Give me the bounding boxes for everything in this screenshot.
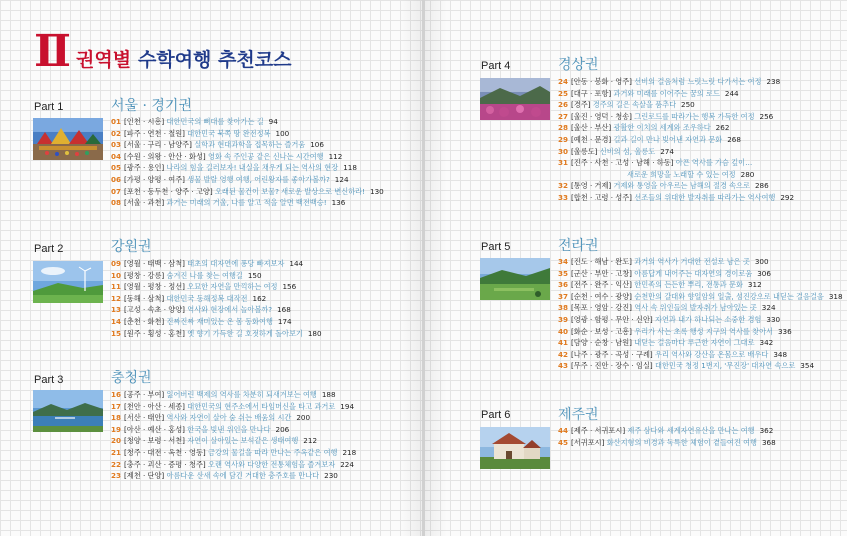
course-item[interactable]: 44 [제주 · 서귀포시] 제주 삼다와 세계자연유산을 만나는 여행 362 xyxy=(558,426,774,435)
region-title: 전라권 xyxy=(558,238,599,254)
region-title: 충청권 xyxy=(111,370,152,386)
course-item[interactable]: 31 [진주 · 사천 · 고성 · 남해 · 하동] 아픈 역사를 가슴 깊이… xyxy=(558,158,753,168)
course-item[interactable]: 22 [충주 · 괴산 · 증평 · 청주] 오랜 역사와 다양한 전통체험을 즐겨보자 224 xyxy=(111,459,354,469)
course-item[interactable]: 07 [포천 · 동두천 · 양주 · 고양] 오래된 물건이 보물? 새로운 발상으로 변신하라! 130 xyxy=(111,186,384,196)
course-item[interactable]: 12 [동해 · 삼척] 대한민국 동해정복 대작전 162 xyxy=(111,293,267,303)
chapter-numeral: Ⅱ xyxy=(34,26,69,77)
chapter-title-blue: 수학여행 추천코스 xyxy=(138,49,292,71)
gutter-shadow-right xyxy=(425,0,447,536)
course-item[interactable]: 06 [가평 · 양평 · 여주] 생물 발랄 영행 여행, 어린왕자를 좋아가볼까? 124 xyxy=(111,174,349,184)
course-item[interactable]: 02 [파주 · 연천 · 철원] 대한민국 북쪽 땅 완전정복 100 xyxy=(111,128,290,138)
course-item[interactable]: 18 [서산 · 태안] 역사와 자연이 살아 숨 쉬는 배움의 시간 200 xyxy=(111,413,311,423)
course-item[interactable]: 40 [화순 · 보성 · 고흥] 우리가 사는 초록 행성 지구의 역사를 찾아서 336 xyxy=(558,326,792,336)
region-photo xyxy=(480,78,550,120)
course-item-continued[interactable]: 새로운 희망을 노래할 수 있는 여정 280 xyxy=(627,169,755,179)
course-item[interactable]: 17 [천안 · 아산 · 세종] 대한민국의 현주소에서 타임머신을 타고 과거로 194 xyxy=(111,401,355,411)
course-item[interactable]: 33 [합천 · 고령 · 성주] 선조들의 위대한 발자취를 따라가는 역사여행 292 xyxy=(558,192,795,202)
course-item[interactable]: 03 [서울 · 구리 · 남양주] 실학과 현대과학을 접목하는 즐거움 106 xyxy=(111,140,324,150)
course-item[interactable]: 42 [나주 · 광주 · 곡성 · 구례] 우리 역사와 강산을 온몸으로 배우다 348 xyxy=(558,349,788,359)
course-item[interactable]: 01 [인천 · 시흥] 대한민국의 뼈대를 찾아가는 길 94 xyxy=(111,117,278,126)
course-list xyxy=(111,389,356,482)
course-item[interactable]: 30 [울릉도] 신비의 섬, 울릉도 274 xyxy=(558,146,674,156)
course-item[interactable]: 32 [통영 · 거제] 거제와 통영을 아우르는 남해의 절경 속으로 286 xyxy=(558,181,769,191)
course-item[interactable]: 37 [순천 · 여수 · 광양] 순천만의 갈대와 향일암의 일출, 섬진강으로 내딛는 걸음걸음 318 xyxy=(558,291,843,301)
course-item[interactable]: 36 [전주 · 완주 · 익산] 한민족의 든든한 뿌리, 전통과 문화 312 xyxy=(558,280,762,290)
region-title: 강원권 xyxy=(111,239,152,255)
course-item[interactable]: 21 [청주 · 대전 · 옥천 · 영동] 금강의 물길을 따라 만나는 주옥같은 여행 218 xyxy=(111,447,357,457)
course-item[interactable]: 13 [고성 · 속초 · 양양] 역사와 현장에서 놀아볼까? 168 xyxy=(111,305,291,315)
course-item[interactable]: 05 [광주 · 용인] 나라의 힘을 길러보자! 내실을 채우게 되는 역사의 현장 118 xyxy=(111,163,357,173)
course-item[interactable]: 11 [영월 · 평창 · 정선] 오묘한 자연을 만끽하는 여정 156 xyxy=(111,282,297,292)
region-photo xyxy=(33,390,103,432)
region-photo xyxy=(480,427,550,469)
course-item[interactable]: 27 [울진 · 영덕 · 청송] 그린로드를 따라가는 행복 가득한 여정 256 xyxy=(558,111,774,121)
course-item[interactable]: 14 [춘천 · 화천] 진짜진짜 재미있는 온 몸 동화여행 174 xyxy=(111,316,292,326)
part-label: Part 1 xyxy=(34,101,64,113)
course-item[interactable]: 23 [제천 · 단양] 아름다운 산새 속에 담긴 거대한 충주호를 만나다 230 xyxy=(111,471,338,481)
course-item[interactable]: 45 [서귀포시] 화산지형의 비경과 독특한 체험이 곁들여진 여행 368 xyxy=(558,437,776,447)
region-title: 제주권 xyxy=(558,407,599,423)
course-item[interactable]: 19 [아산 · 예산 · 홍성] 한국을 빛낸 위인을 만나다 206 xyxy=(111,424,290,434)
course-item[interactable]: 24 [안동 · 봉화 · 영주] 선비의 걸음처럼 느릿느릿 다가서는 여정 238 xyxy=(558,77,781,86)
course-list xyxy=(111,258,322,339)
gutter-shadow-left xyxy=(400,0,422,536)
course-list xyxy=(558,256,843,372)
part-label: Part 4 xyxy=(481,60,511,72)
course-list xyxy=(111,116,384,209)
chapter-title-red: 권역별 xyxy=(76,49,132,71)
course-item[interactable]: 08 [서울 · 과천] 과거는 미래의 거울, 나를 알고 적을 알면 백전백승! 136 xyxy=(111,198,346,208)
course-item[interactable]: 41 [담양 · 순창 · 남원] 내딛는 걸음마다 푸근한 자연이 그대로 342 xyxy=(558,338,774,348)
course-item[interactable]: 16 [공주 · 부여] 잃어버린 백제의 역사를 차분히 되새겨보는 여행 188 xyxy=(111,390,336,399)
course-item[interactable]: 20 [청양 · 보령 · 서천] 자연이 살아있는 보석같은 생태여행 212 xyxy=(111,436,318,446)
course-item[interactable]: 38 [목포 · 영암 · 강진] 역사 속 위인들의 발자취가 남아있는 곳 324 xyxy=(558,303,776,313)
course-item[interactable]: 35 [군산 · 부안 · 고창] 아름답게 내어주는 대자연의 경이로움 306 xyxy=(558,268,771,278)
region-title: 서울 · 경기권 xyxy=(111,98,192,114)
region-photo xyxy=(33,261,103,303)
region-title: 경상권 xyxy=(558,57,599,73)
part-label: Part 5 xyxy=(481,241,511,253)
course-item[interactable]: 25 [대구 · 포항] 과거와 미래를 이어주는 꿈의 로드 244 xyxy=(558,88,739,98)
course-item[interactable]: 34 [진도 · 해남 · 완도] 과거의 역사가 거대한 전설로 남은 곳 300 xyxy=(558,257,769,266)
course-item[interactable]: 15 [원주 · 횡성 · 홍천] 옛 향기 가득한 길 호젓하게 돌아보기 180 xyxy=(111,328,322,338)
course-item[interactable]: 09 [영월 · 태백 · 삼척] 태초의 대자연에 퐁당 빠져보자 144 xyxy=(111,259,304,268)
course-item[interactable]: 39 [영광 · 함평 · 무안 · 신안] 자연과 내가 하나되는 소중한 경험 330 xyxy=(558,314,781,324)
region-photo xyxy=(480,258,550,300)
part-label: Part 3 xyxy=(34,374,64,386)
course-item[interactable]: 43 [무주 · 진안 · 장수 · 임실] 대한민국 청정 1번지, '무진장' 대자연 속으로 354 xyxy=(558,361,815,371)
course-item[interactable]: 04 [수원 · 의왕 · 안산 · 화성] 영화 속 주인공 같은 신나는 시간여행 112 xyxy=(111,151,343,161)
course-item[interactable]: 26 [경주] 경주의 길은 속살을 품추다 250 xyxy=(558,100,695,110)
region-photo xyxy=(33,118,103,160)
course-item[interactable]: 28 [울산 · 부산] 광활한 이치의 세계와 조우하다 262 xyxy=(558,123,730,133)
course-item[interactable]: 29 [예천 · 문경] 길과 길이 만나 빚어낸 자연과 문화 268 xyxy=(558,134,741,144)
part-label: Part 6 xyxy=(481,409,511,421)
course-item[interactable]: 10 [평창 · 강릉] 숨겨진 나를 찾는 여행길 150 xyxy=(111,270,262,280)
part-label: Part 2 xyxy=(34,243,64,255)
course-list xyxy=(558,425,776,448)
course-list xyxy=(558,76,794,204)
